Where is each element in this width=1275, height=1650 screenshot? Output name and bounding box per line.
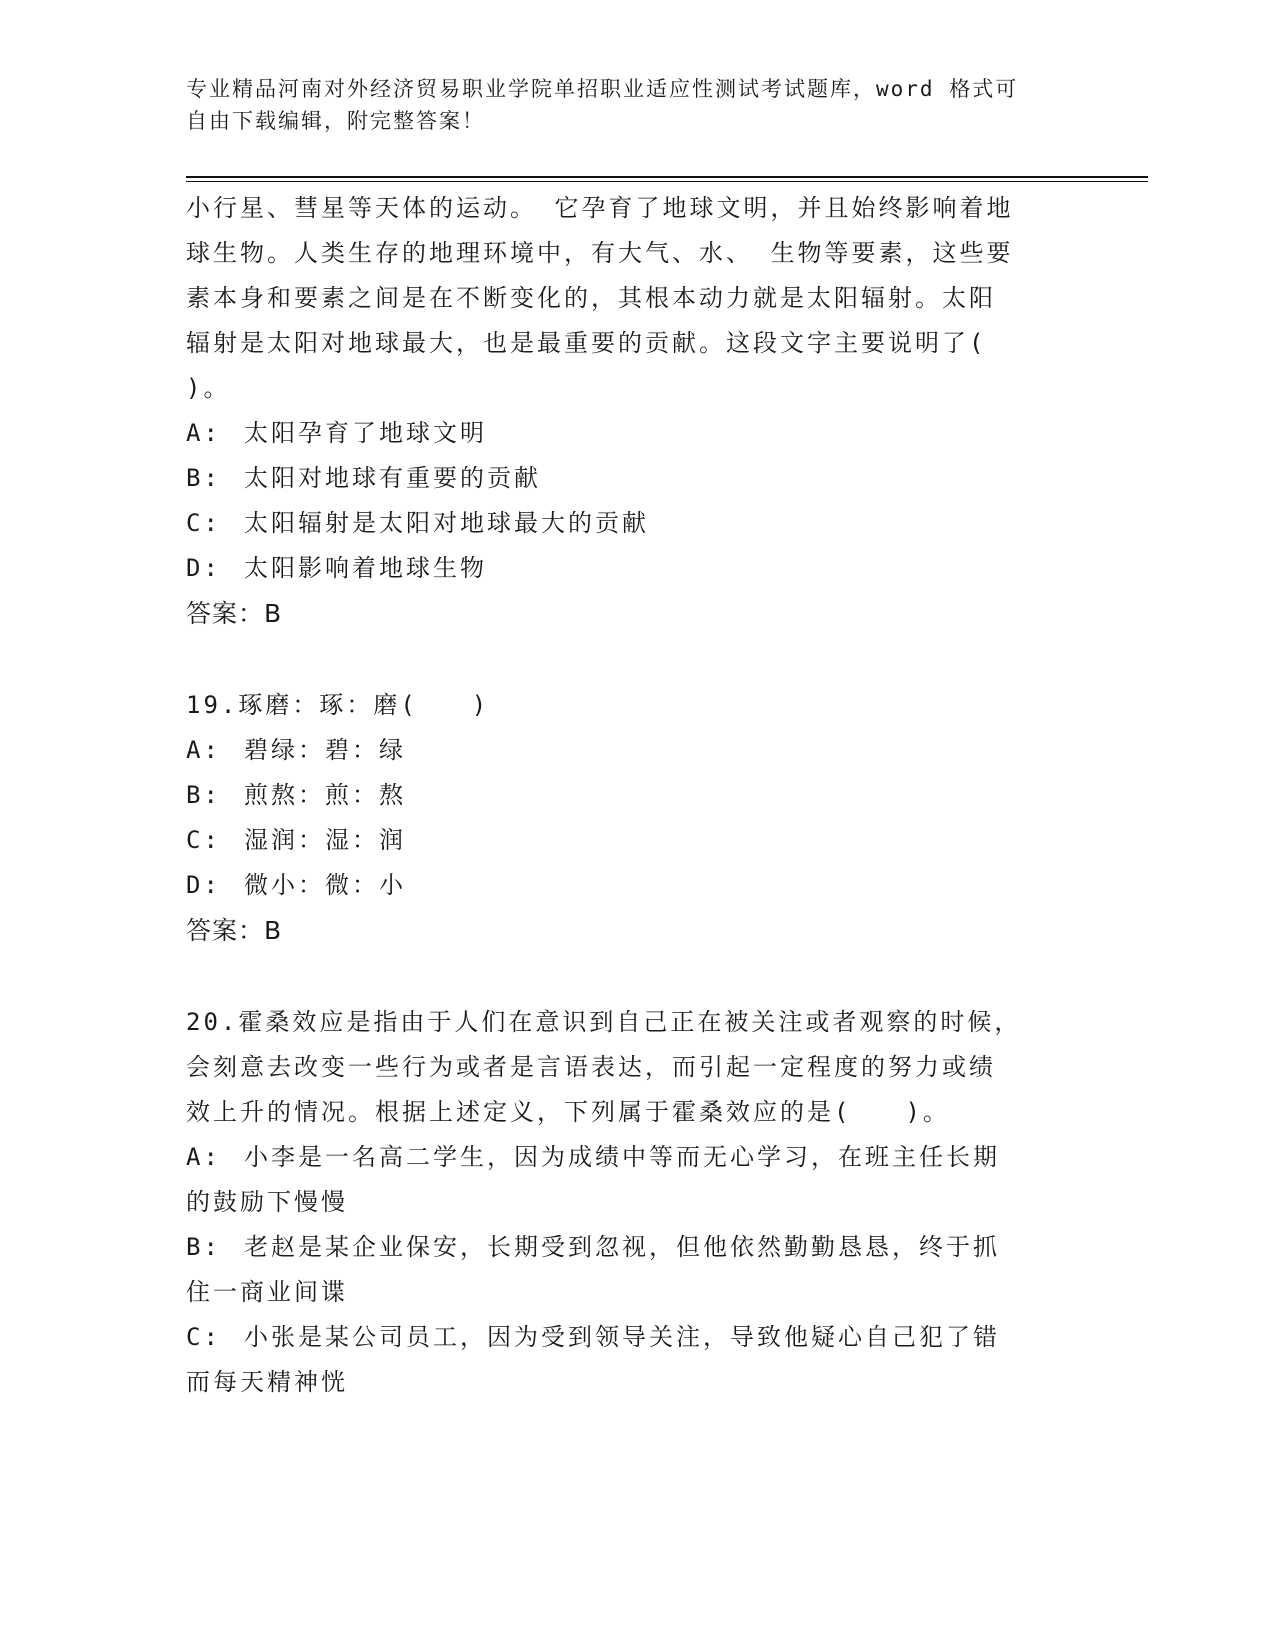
option-text: 小李是一名高二学生，因为成绩中等而无心学习，在班主任长期 [244,1143,1000,1171]
option-b [186,1225,1086,1270]
option-label: C: [186,509,221,537]
header-rule-thin [186,181,1148,182]
option-b [186,456,1086,501]
option-label: A: [186,736,221,764]
question-text-line: 20.霍桑效应是指由于人们在意识到自己正在被关注或者观察的时候， [186,1008,1022,1036]
option-text: 碧绿：碧：绿 [244,736,406,764]
option-label: A: [186,419,221,447]
option-b [186,773,1086,818]
option-d [186,546,1086,591]
option-label: B: [186,1233,221,1261]
question-text-line: 效上升的情况。根据上述定义，下列属于霍桑效应的是( )。 [186,1098,950,1126]
option-text: 微小：微：小 [244,871,406,899]
option-text: 小张是某公司员工，因为受到领导关注，导致他疑心自己犯了错 [244,1323,1000,1351]
option-label: D: [186,554,221,582]
option-label: B: [186,464,221,492]
option-text: 太阳影响着地球生物 [244,554,487,582]
answer: 答案：B [186,916,283,945]
spacer [186,954,1086,1000]
question-content [186,186,1086,1405]
option-text: 老赵是某企业保安，长期受到忽视，但他依然勤勤恳恳，终于抓 [244,1233,1000,1261]
question-text-line: 素本身和要素之间是在不断变化的，其根本动力就是太阳辐射。太阳 [186,284,996,312]
option-label: C: [186,1323,221,1351]
option-label: A: [186,1143,221,1171]
question-text-line: )。 [186,374,231,402]
option-text: 太阳对地球有重要的贡献 [244,464,541,492]
answer: 答案：B [186,599,283,628]
spacer [186,637,1086,683]
option-a-continuation: 的鼓励下慢慢 [186,1188,348,1216]
question-19 [186,683,1086,954]
question-text-line: 球生物。人类生存的地理环境中，有大气、水、 生物等要素，这些要 [186,239,1014,267]
header-line-1: 专业精品河南对外经济贸易职业学院单招职业适应性测试考试题库，word 格式可 [186,77,1019,101]
option-text: 湿润：湿：润 [244,826,406,854]
option-c-continuation: 而每天精神恍 [186,1368,348,1396]
question-text-line: 小行星、彗星等天体的运动。 它孕育了地球文明，并且始终影响着地 [186,194,1014,222]
question-text-line: 会刻意去改变一些行为或者是言语表达，而引起一定程度的努力或绩 [186,1053,996,1081]
option-a [186,1135,1086,1180]
option-c [186,1315,1086,1360]
option-label: B: [186,781,221,809]
option-c [186,501,1086,546]
question-20 [186,1000,1086,1405]
header-rule-thick [186,176,1148,178]
option-b-continuation: 住一商业间谍 [186,1278,348,1306]
option-a [186,411,1086,456]
question-text-line: 19.琢磨：琢：磨( ) [186,691,490,719]
question-18 [186,186,1086,637]
option-text: 太阳孕育了地球文明 [244,419,487,447]
header-line-2: 自由下载编辑，附完整答案！ [186,109,485,133]
option-text: 太阳辐射是太阳对地球最大的贡献 [244,509,649,537]
option-a [186,728,1086,773]
option-label: C: [186,826,221,854]
option-label: D: [186,871,221,899]
option-text: 煎熬：煎：熬 [244,781,406,809]
option-d [186,863,1086,908]
option-c [186,818,1086,863]
page-header [186,73,1066,137]
question-text-line: 辐射是太阳对地球最大，也是最重要的贡献。这段文字主要说明了( [186,329,987,357]
